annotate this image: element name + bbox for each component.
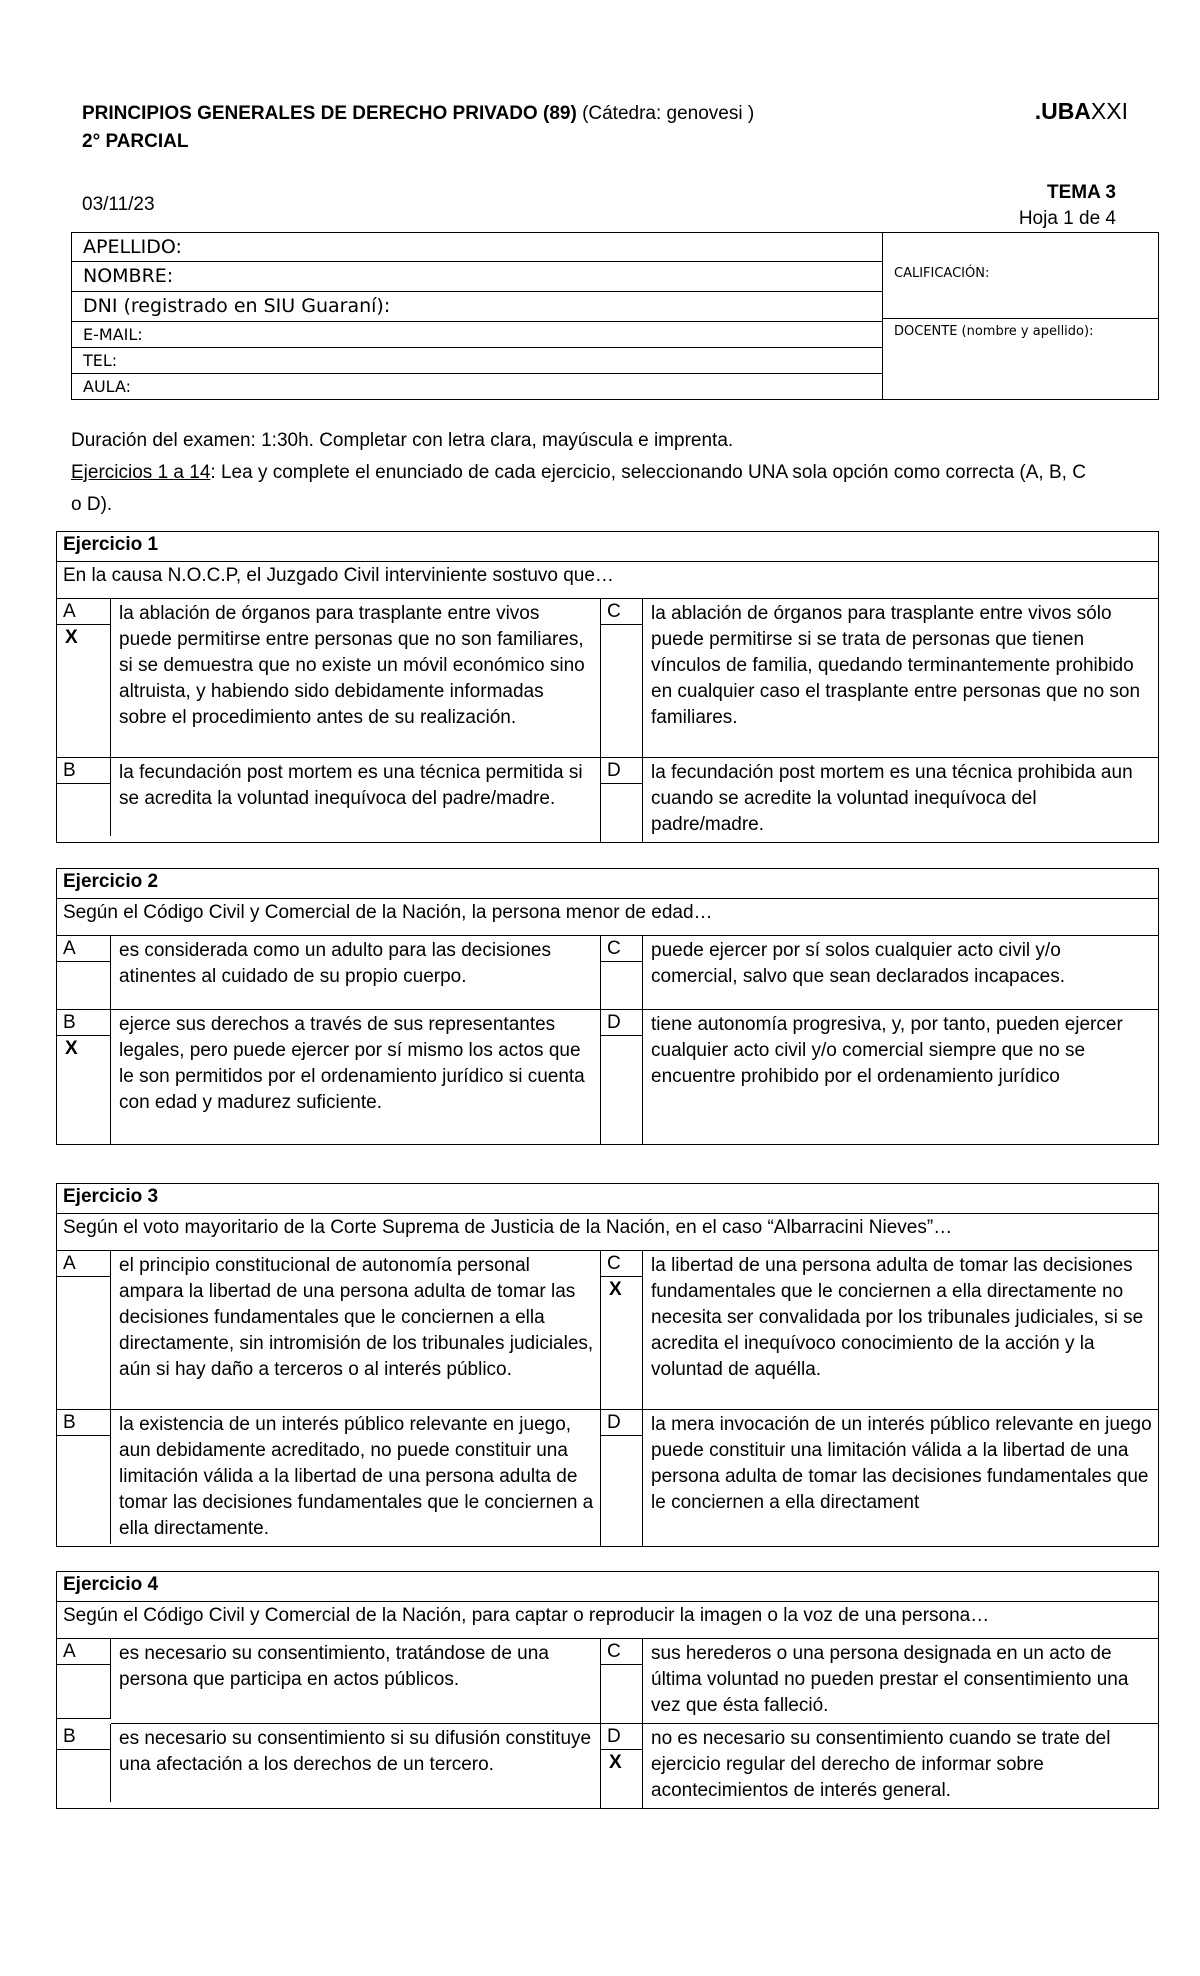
exercises-text: : Lea y complete el enunciado de cada ejercicio, seleccionando UNA sola opción como correcta (A, B, C [210, 462, 1086, 483]
option-letter: C [601, 1639, 642, 1665]
field-dni[interactable]: DNI (registrado en SIU Guaraní): [72, 292, 882, 322]
option-letter: C [601, 936, 642, 962]
option-letter: C [601, 1251, 642, 1277]
option-b-text: la existencia de un interés público relevante en juego, aun debidamente acreditado, no puede constituir una limitación válida a la libertad de una persona adulta de tomar las decisiones fundamentales que le conciernen a ella directamente. [111, 1410, 601, 1546]
option-a-text: es necesario su consentimiento, tratándose de una persona que participa en actos públicos. [111, 1639, 601, 1724]
option-d-text: la fecundación post mortem es una técnica prohibida aun cuando se acredite la voluntad inequívoca del padre/madre. [651, 762, 1133, 835]
option-c-checkbox[interactable] [601, 936, 643, 1010]
field-aula[interactable]: AULA: [83, 377, 131, 396]
option-letter: D [601, 1410, 642, 1436]
exercise-1 [56, 531, 1159, 843]
duration-text: Duración del examen: 1:30h. Completar con letra clara, mayúscula e imprenta. [71, 430, 734, 451]
calificacion-field[interactable]: CALIFICACIÓN: [883, 233, 1158, 319]
exercise-question: Según el voto mayoritario de la Corte Suprema de Justicia de la Nación, en el caso “Albarracini Nieves”… [57, 1214, 1158, 1251]
exercises-label: Ejercicios 1 a 14 [71, 462, 211, 483]
exercise-2 [56, 868, 1159, 1145]
sheet-number: Hoja 1 de 4 [1018, 208, 1116, 229]
option-letter: A [57, 599, 110, 625]
answer-mark [57, 1750, 110, 1752]
option-letter: D [601, 758, 642, 784]
course-title: PRINCIPIOS GENERALES DE DERECHO PRIVADO (89) [82, 103, 577, 124]
exercise-title: Ejercicio 2 [57, 869, 1158, 899]
answer-mark: X [609, 1279, 622, 1300]
answer-mark [57, 1665, 110, 1667]
answer-mark [601, 1436, 642, 1438]
exercise-question: Según el Código Civil y Comercial de la Nación, la persona menor de edad… [57, 899, 1158, 936]
answer-mark [601, 962, 642, 964]
option-d-checkbox[interactable] [601, 1010, 643, 1144]
answer-mark [57, 962, 110, 964]
exercise-question: Según el Código Civil y Comercial de la Nación, para captar o reproducir la imagen o la voz de una persona… [57, 1602, 1158, 1639]
uba-xxi-logo: .UBAXXI [1034, 98, 1128, 124]
answer-mark [601, 1665, 642, 1667]
field-apellido[interactable]: APELLIDO: [72, 233, 882, 262]
option-letter: D [601, 1010, 642, 1036]
instructions [71, 425, 1161, 521]
option-c-text: sus herederos o una persona designada en un acto de última voluntad no pueden prestar el consentimiento una vez que ésta falleció. [643, 1639, 1158, 1724]
tema-block [1019, 180, 1116, 232]
option-b-text: la fecundación post mortem es una técnica permitida si se acredita la voluntad inequívoca del padre/madre. [111, 758, 601, 842]
option-c-text: puede ejercer por sí solos cualquier acto civil y/o comercial, salvo que sean declarados incapaces. [643, 936, 1158, 1010]
option-d-checkbox[interactable] [601, 758, 643, 842]
answer-mark [601, 625, 642, 627]
docente-field[interactable]: DOCENTE (nombre y apellido): [894, 324, 1094, 339]
tema: TEMA 3 [1047, 182, 1116, 203]
answer-mark [57, 784, 110, 786]
option-d-checkbox[interactable] [601, 1724, 643, 1808]
student-info-form [71, 232, 1159, 400]
option-c-text: la ablación de órganos para trasplante entre vivos sólo puede permitirse si se trata de personas que tienen vínculos de familia, quedando terminantemente prohibido en cualquier caso el trasplante entre personas que no son familiares. [643, 599, 1158, 758]
option-c-checkbox[interactable] [601, 1639, 643, 1724]
answer-mark: X [65, 627, 78, 648]
answer-mark [601, 784, 642, 786]
option-b-checkbox[interactable] [57, 758, 111, 836]
option-a-text: es considerada como un adulto para las decisiones atinentes al cuidado de su propio cuerpo. [111, 936, 601, 1010]
answer-mark [57, 1277, 110, 1279]
exam-date: 03/11/23 [82, 194, 155, 215]
exam-name: 2° PARCIAL [82, 131, 189, 152]
exercise-title: Ejercicio 4 [57, 1572, 1158, 1602]
option-a-checkbox[interactable] [57, 599, 111, 758]
answer-mark: X [609, 1752, 622, 1773]
option-d-text: tiene autonomía progresiva, y, por tanto, pueden ejercer cualquier acto civil y/o comercial siempre que no se encuentre prohibido por el ordenamiento jurídico [651, 1014, 1123, 1087]
answer-mark: X [65, 1038, 78, 1059]
answer-mark [57, 1436, 110, 1438]
option-letter: D [601, 1724, 642, 1750]
option-letter: B [57, 1010, 110, 1036]
option-b-checkbox[interactable] [57, 1410, 111, 1544]
exercise-4 [56, 1571, 1159, 1809]
option-letter: B [57, 1724, 110, 1750]
field-email[interactable]: E-MAIL: [72, 322, 882, 348]
answer-mark [601, 1036, 642, 1038]
field-nombre[interactable]: NOMBRE: [72, 262, 882, 292]
option-d-text: la mera invocación de un interés público relevante en juego puede constituir una limitación válida a la libertad de una persona adulta de tomar las decisiones fundamentales que le conciernen a ella directament [651, 1414, 1152, 1513]
option-c-checkbox[interactable] [601, 599, 643, 758]
option-b-text: es necesario su consentimiento si su difusión constituye una afectación a los derechos de un tercero. [111, 1724, 601, 1808]
field-tel[interactable]: TEL: [72, 348, 882, 374]
option-letter: B [57, 1410, 110, 1436]
exercise-3 [56, 1183, 1159, 1547]
option-a-text: la ablación de órganos para trasplante entre vivos puede permitirse entre personas que no son familiares, si se demuestra que no existe un móvil económico sino altruista, y habiendo sido debidamente informadas sobre el procedimiento antes de su realización. [111, 599, 601, 758]
option-d-checkbox[interactable] [601, 1410, 643, 1546]
option-letter: A [57, 1251, 110, 1277]
chair: (Cátedra: genovesi ) [582, 103, 755, 124]
option-a-checkbox[interactable] [57, 1251, 111, 1410]
option-b-text: ejerce sus derechos a través de sus representantes legales, pero puede ejercer por sí mismo los actos que le son permitidos por el ordenamiento jurídico si cuenta con edad y madurez suficiente. [111, 1010, 601, 1144]
option-b-checkbox[interactable] [57, 1724, 111, 1802]
exercises-text-2: o D). [71, 494, 113, 515]
option-c-text: la libertad de una persona adulta de tomar las decisiones fundamentales que le conciernen a ella directamente no necesita ser convalidada por los tribunales judiciales, si se acredita el inequívoco conocimiento de la acción y la voluntad de aquélla. [643, 1251, 1158, 1410]
option-a-text: el principio constitucional de autonomía personal ampara la libertad de una persona adulta de tomar las decisiones fundamentales que le conciernen a ella directamente, sin intromisión de los tribunales judiciales, aún si hay daño a terceros o al interés público. [111, 1251, 601, 1410]
option-letter: C [601, 599, 642, 625]
exercise-title: Ejercicio 1 [57, 532, 1158, 562]
option-a-checkbox[interactable] [57, 1639, 111, 1719]
exercise-question: En la causa N.O.C.P, el Juzgado Civil interviniente sostuvo que… [57, 562, 1158, 599]
option-c-checkbox[interactable] [601, 1251, 643, 1410]
option-letter: A [57, 1639, 110, 1665]
option-letter: A [57, 936, 110, 962]
option-d-text: no es necesario su consentimiento cuando se trate del ejercicio regular del derecho de informar sobre acontecimientos de interés general. [651, 1728, 1111, 1801]
exercise-title: Ejercicio 3 [57, 1184, 1158, 1214]
option-letter: B [57, 758, 110, 784]
exam-header [82, 100, 754, 156]
option-a-checkbox[interactable] [57, 936, 111, 1010]
option-b-checkbox[interactable] [57, 1010, 111, 1144]
